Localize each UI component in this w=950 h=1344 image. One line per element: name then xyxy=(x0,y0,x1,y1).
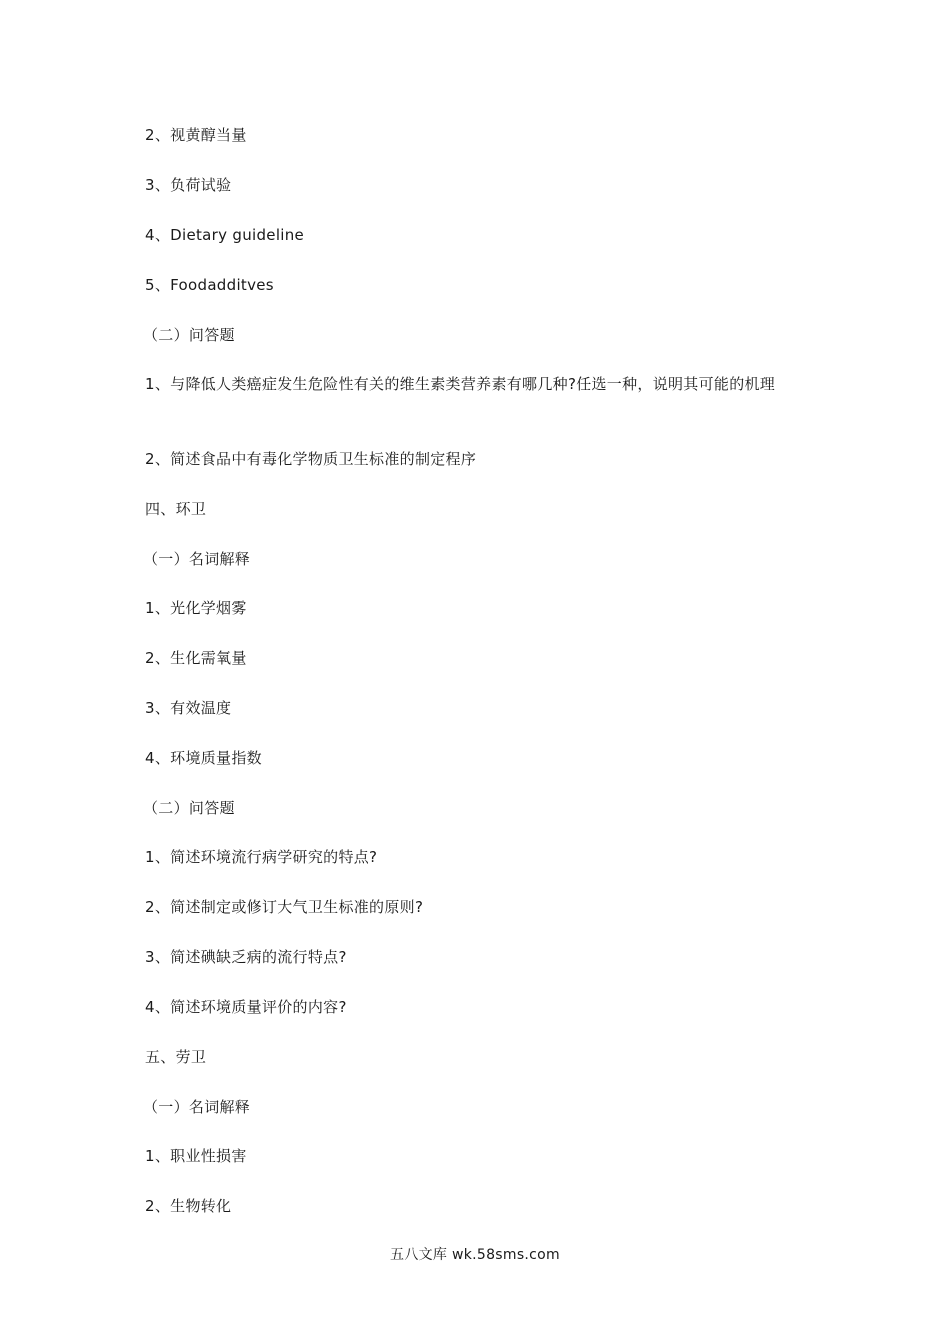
term-item: 5、Foodadditves xyxy=(145,276,274,294)
term-item: 1、光化学烟雾 xyxy=(145,599,247,617)
question-item: 1、简述环境流行病学研究的特点? xyxy=(145,848,378,866)
term-item: 2、生物转化 xyxy=(145,1197,232,1215)
question-item: 2、简述制定或修订大气卫生标准的原则? xyxy=(145,898,424,916)
question-item: 3、简述碘缺乏病的流行特点? xyxy=(145,948,347,966)
term-item: 4、Dietary guideline xyxy=(145,226,305,244)
subsection-heading: （一）名词解释 xyxy=(143,1098,251,1116)
question-item: 4、简述环境质量评价的内容? xyxy=(145,998,347,1016)
page-footer: 五八文库 wk.58sms.com xyxy=(390,1247,560,1263)
term-item: 2、视黄醇当量 xyxy=(145,126,247,144)
term-item: 2、生化需氧量 xyxy=(145,649,247,667)
subsection-heading: （一）名词解释 xyxy=(143,550,251,568)
term-item: 4、环境质量指数 xyxy=(145,749,262,767)
section-heading: 四、环卫 xyxy=(145,500,207,518)
term-item: 3、负荷试验 xyxy=(145,176,232,194)
question-item: 1、与降低人类癌症发生危险性有关的维生素类营养素有哪几种?任选一种，说明其可能的机理 xyxy=(145,375,776,393)
term-item: 1、职业性损害 xyxy=(145,1147,247,1165)
section-heading: 五、劳卫 xyxy=(145,1048,207,1066)
question-item: 2、简述食品中有毒化学物质卫生标准的制定程序 xyxy=(145,450,477,468)
subsection-heading: （二）问答题 xyxy=(143,326,235,344)
subsection-heading: （二）问答题 xyxy=(143,799,235,817)
term-item: 3、有效温度 xyxy=(145,699,232,717)
